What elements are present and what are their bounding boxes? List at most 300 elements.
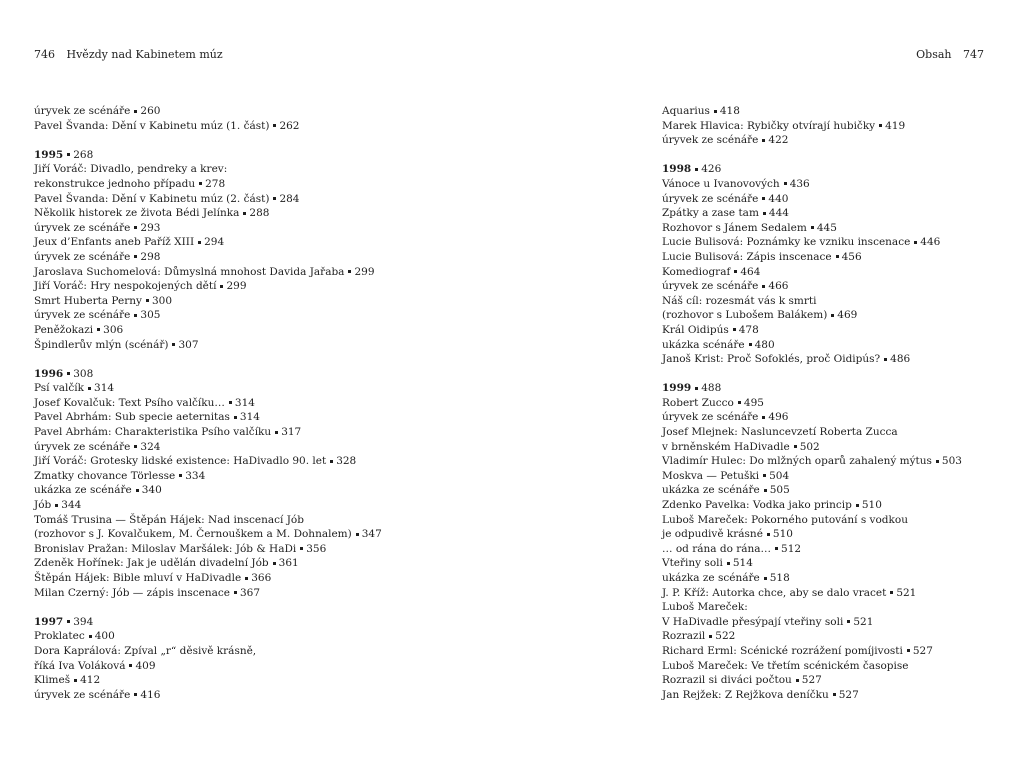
entry-title: Luboš Mareček: Pokorného putování s vodkou	[662, 513, 908, 526]
toc-entry	[34, 177, 394, 192]
bullet-icon	[356, 533, 359, 536]
toc-entry	[662, 527, 1002, 542]
bullet-icon	[198, 241, 201, 244]
bullet-icon	[67, 153, 70, 156]
entry-title: Peněžokazi	[34, 323, 94, 336]
section-gap	[34, 352, 394, 367]
toc-entry	[34, 250, 394, 265]
bullet-icon	[734, 270, 737, 273]
entry-page-number: 445	[816, 221, 837, 234]
toc-entry	[34, 104, 394, 119]
entry-page-number: 293	[140, 221, 161, 234]
bullet-icon	[330, 460, 333, 463]
toc-entry	[662, 294, 1002, 309]
toc-entry	[34, 323, 394, 338]
toc-year-heading	[34, 367, 394, 382]
entry-page-number: 469	[837, 309, 858, 322]
entry-page-number: 334	[185, 469, 206, 482]
entry-page-number: 299	[354, 265, 375, 278]
toc-entry	[34, 119, 394, 134]
bullet-icon	[727, 562, 730, 565]
toc-column-right	[662, 104, 1002, 702]
entry-title: Luboš Mareček: Ve třetím scénickém časopise	[662, 659, 909, 672]
entry-title: Jiří Voráč: Grotesky lidské existence: HaDivadlo 90. let	[34, 455, 327, 468]
toc-entry	[34, 513, 394, 528]
bullet-icon	[134, 226, 137, 229]
entry-title: Josef Mlejnek: Nasluncevzetí Roberta Zucca	[662, 426, 898, 439]
entry-title: úryvek ze scénáře	[34, 688, 131, 701]
bullet-icon	[936, 460, 939, 463]
bullet-icon	[273, 562, 276, 565]
entry-page-number: 464	[740, 265, 761, 278]
entry-page-number: 456	[841, 250, 862, 263]
entry-title: J. P. Kříž: Autorka chce, aby se dalo vracet	[662, 586, 887, 599]
toc-entry	[34, 410, 394, 425]
bullet-icon	[55, 504, 58, 507]
entry-page-number: 366	[251, 572, 272, 584]
entry-page-number: 426	[701, 163, 722, 176]
bullet-icon	[146, 299, 149, 302]
year-label: 1995	[34, 148, 64, 161]
entry-title: úryvek ze scénáře	[662, 411, 759, 424]
toc-entry	[34, 279, 394, 294]
entry-page-number: 510	[861, 499, 882, 512]
bullet-icon	[767, 533, 770, 536]
entry-title: Jan Rejžek: Z Rejžkova deníčku	[662, 688, 829, 701]
entry-page-number: 262	[279, 119, 300, 132]
bullet-icon	[890, 591, 893, 594]
entry-page-number: 466	[768, 280, 789, 293]
entry-title: Vánoce u Ivanovových	[662, 177, 780, 190]
entry-title: úryvek ze scénáře	[662, 280, 759, 293]
toc-entry	[662, 483, 1002, 498]
bullet-icon	[245, 577, 248, 580]
entry-page-number: 518	[769, 572, 790, 584]
toc-entry	[34, 542, 394, 557]
entry-title: Jiří Voráč: Hry nespokojených dětí	[34, 280, 217, 293]
toc-entry	[662, 673, 1002, 688]
toc-entry	[662, 133, 1002, 148]
entry-title: Aquarius	[662, 105, 710, 117]
bullet-icon	[234, 416, 237, 419]
bullet-icon	[134, 110, 137, 113]
toc-entry	[662, 556, 1002, 571]
bullet-icon	[136, 489, 139, 492]
page-number-right: 747	[963, 48, 984, 61]
bullet-icon	[129, 664, 132, 667]
toc-entry	[662, 119, 1002, 134]
section-title: Obsah	[916, 48, 952, 61]
entry-title: ukázka ze scénáře	[34, 484, 132, 497]
entry-page-number: 514	[732, 557, 753, 570]
entry-page-number: 419	[885, 119, 906, 132]
entry-page-number: 300	[151, 294, 172, 307]
entry-page-number: 340	[141, 484, 162, 497]
toc-entry	[34, 162, 394, 177]
toc-entry	[662, 338, 1002, 353]
bullet-icon	[749, 343, 752, 346]
section-gap	[34, 600, 394, 615]
entry-page-number: 522	[715, 630, 736, 643]
entry-title: úryvek ze scénáře	[34, 105, 131, 117]
bullet-icon	[847, 620, 850, 623]
entry-page-number: 527	[912, 644, 933, 657]
entry-title: Josef Kovalčuk: Text Psího valčíku…	[34, 396, 225, 409]
entry-title: úryvek ze scénáře	[34, 250, 131, 263]
toc-entry	[34, 440, 394, 455]
entry-page-number: 284	[279, 192, 300, 205]
entry-title: ukázka ze scénáře	[662, 572, 760, 584]
toc-entry	[34, 338, 394, 353]
bullet-icon	[811, 226, 814, 229]
year-label: 1999	[662, 382, 692, 395]
entry-page-number: 488	[701, 382, 722, 395]
toc-entry	[34, 659, 394, 674]
bullet-icon	[74, 679, 77, 682]
toc-entry	[34, 498, 394, 513]
bullet-icon	[179, 474, 182, 477]
page-number-left: 746	[34, 48, 55, 61]
entry-page-number: 446	[920, 236, 941, 249]
entry-title: Marek Hlavica: Rybičky otvírají hubičky	[662, 119, 876, 132]
entry-page-number: 418	[719, 105, 740, 117]
toc-entry	[662, 571, 1002, 586]
toc-entry	[34, 673, 394, 688]
toc-entry	[34, 454, 394, 469]
entry-page-number: 394	[73, 615, 94, 628]
toc-entry	[34, 629, 394, 644]
bullet-icon	[762, 285, 765, 288]
entry-title: Král Oidipús	[662, 323, 729, 336]
entry-title: Zmatky chovance Törlesse	[34, 469, 176, 482]
section-gap	[662, 148, 1002, 163]
entry-title: … od rána do rána…	[662, 542, 772, 555]
entry-page-number: 314	[234, 396, 255, 409]
toc-entry	[34, 221, 394, 236]
entry-page-number: 307	[178, 338, 199, 351]
toc-entry	[34, 192, 394, 207]
bullet-icon	[695, 387, 698, 390]
bullet-icon	[833, 693, 836, 696]
bullet-icon	[88, 387, 91, 390]
entry-title: Pavel Švanda: Dění v Kabinetu múz (1. část)	[34, 119, 270, 132]
entry-title: Jaroslava Suchomelová: Důmyslná mnohost Davida Jařaba	[34, 265, 345, 278]
entry-title: Zpátky a zase tam	[662, 207, 759, 220]
toc-entry	[662, 600, 1002, 615]
entry-page-number: 400	[94, 630, 115, 643]
toc-entry	[34, 527, 394, 542]
entry-title: Moskva — Petuški	[662, 469, 760, 482]
entry-page-number: 412	[80, 674, 101, 687]
bullet-icon	[273, 124, 276, 127]
bullet-icon	[794, 445, 797, 448]
entry-title: Richard Erml: Scénické rozrážení pomíjivosti	[662, 644, 903, 657]
toc-entry	[34, 644, 394, 659]
entry-page-number: 305	[140, 309, 161, 322]
entry-title: Luboš Mareček:	[662, 601, 748, 614]
bullet-icon	[831, 314, 834, 317]
toc-entry	[662, 265, 1002, 280]
toc-entry	[662, 352, 1002, 367]
section-gap	[34, 133, 394, 148]
bullet-icon	[89, 635, 92, 638]
toc-entry	[662, 615, 1002, 630]
bullet-icon	[762, 197, 765, 200]
entry-page-number: 504	[769, 469, 790, 482]
toc-entry	[662, 308, 1002, 323]
entry-page-number: 480	[754, 338, 775, 351]
entry-title: Náš cíl: rozesmát vás k smrti	[662, 294, 817, 307]
year-label: 1997	[34, 615, 64, 628]
bullet-icon	[275, 431, 278, 434]
toc-entry	[34, 483, 394, 498]
toc-entry	[34, 469, 394, 484]
bullet-icon	[243, 212, 246, 215]
running-head-left	[34, 48, 223, 62]
bullet-icon	[738, 401, 741, 404]
toc-entry	[662, 440, 1002, 455]
toc-year-heading	[662, 381, 1002, 396]
entry-title: Robert Zucco	[662, 396, 734, 409]
year-label: 1998	[662, 163, 692, 176]
bullet-icon	[907, 649, 910, 652]
toc-entry	[662, 250, 1002, 265]
entry-page-number: 314	[94, 382, 115, 395]
entry-title: Rozrazil si diváci počtou	[662, 674, 792, 687]
toc-entry	[34, 425, 394, 440]
entry-page-number: 503	[941, 455, 962, 468]
toc-entry	[662, 454, 1002, 469]
entry-page-number: 512	[781, 542, 802, 555]
toc-year-heading	[34, 615, 394, 630]
entry-title: (rozhovor s J. Kovalčukem, M. Černouškem a M. Dohnalem)	[34, 528, 352, 541]
entry-page-number: 510	[772, 528, 793, 541]
entry-title: ukázka ze scénáře	[662, 484, 760, 497]
bullet-icon	[764, 489, 767, 492]
bullet-icon	[836, 255, 839, 258]
entry-title: Smrt Huberta Perny	[34, 294, 142, 307]
year-label: 1996	[34, 367, 64, 380]
entry-title: Bronislav Pražan: Miloslav Maršálek: Jób & HaDi	[34, 542, 297, 555]
bullet-icon	[234, 591, 237, 594]
entry-title: ukázka scénáře	[662, 338, 745, 351]
entry-title: V HaDivadle přesýpají vteřiny soli	[662, 615, 844, 628]
entry-page-number: 436	[789, 177, 810, 190]
bullet-icon	[229, 401, 232, 404]
entry-title: Zdeněk Hořínek: Jak je udělán divadelní Jób	[34, 557, 269, 570]
bullet-icon	[784, 182, 787, 185]
bullet-icon	[67, 620, 70, 623]
toc-entry	[662, 279, 1002, 294]
entry-page-number: 521	[896, 586, 917, 599]
toc-entry	[662, 498, 1002, 513]
bullet-icon	[67, 372, 70, 375]
entry-title: rekonstrukce jednoho případu	[34, 177, 196, 190]
entry-title: Lucie Bulisová: Zápis inscenace	[662, 250, 832, 263]
toc-entry	[34, 586, 394, 601]
bullet-icon	[856, 504, 859, 507]
entry-page-number: 521	[853, 615, 874, 628]
entry-page-number: 268	[73, 148, 94, 161]
entry-title: úryvek ze scénáře	[662, 192, 759, 205]
entry-title: Rozhovor s Jánem Sedalem	[662, 221, 807, 234]
toc-entry	[34, 294, 394, 309]
bullet-icon	[714, 110, 717, 113]
bullet-icon	[199, 182, 202, 185]
entry-page-number: 478	[738, 323, 759, 336]
entry-title: Klimeš	[34, 674, 71, 687]
entry-title: Lucie Bulisová: Poznámky ke vzniku inscenace	[662, 236, 911, 249]
bullet-icon	[348, 270, 351, 273]
toc-year-heading	[34, 148, 394, 163]
toc-entry	[662, 542, 1002, 557]
entry-title: Pavel Abrhám: Charakteristika Psího valčíku	[34, 426, 272, 439]
entry-title: Pavel Švanda: Dění v Kabinetu múz (2. část)	[34, 192, 270, 205]
entry-page-number: 317	[281, 426, 302, 439]
toc-entry	[34, 396, 394, 411]
toc-entry	[662, 206, 1002, 221]
toc-entry	[34, 265, 394, 280]
entry-title: Janoš Krist: Proč Sofoklés, proč Oidipús?	[662, 353, 881, 366]
bullet-icon	[775, 547, 778, 550]
entry-page-number: 356	[306, 542, 327, 555]
entry-title: Několik historek ze života Bédi Jelínka	[34, 207, 240, 220]
entry-page-number: 288	[249, 207, 270, 220]
bullet-icon	[796, 679, 799, 682]
bullet-icon	[134, 314, 137, 317]
toc-entry	[662, 221, 1002, 236]
entry-page-number: 298	[140, 250, 161, 263]
entry-title: Vteřiny soli	[662, 557, 723, 570]
toc-entry	[662, 323, 1002, 338]
entry-page-number: 294	[204, 236, 225, 249]
entry-title: je odpudivě krásné	[662, 528, 763, 541]
toc-entry	[34, 688, 394, 703]
entry-page-number: 306	[103, 323, 124, 336]
entry-page-number: 299	[226, 280, 247, 293]
entry-page-number: 440	[768, 192, 789, 205]
bullet-icon	[709, 635, 712, 638]
toc-entry	[662, 513, 1002, 528]
bullet-icon	[134, 445, 137, 448]
entry-title: Milan Czerný: Jób — zápis inscenace	[34, 586, 230, 599]
bullet-icon	[763, 212, 766, 215]
toc-entry	[662, 396, 1002, 411]
entry-page-number: 278	[205, 177, 226, 190]
bullet-icon	[763, 474, 766, 477]
toc-entry	[662, 410, 1002, 425]
entry-title: Jiří Voráč: Divadlo, pendreky a krev:	[34, 163, 228, 176]
entry-page-number: 361	[278, 557, 299, 570]
toc-entry	[34, 381, 394, 396]
entry-page-number: 495	[743, 396, 764, 409]
entry-title: Tomáš Trusina — Štěpán Hájek: Nad inscenací Jób	[34, 513, 304, 526]
toc-entry	[34, 235, 394, 250]
toc-entry	[662, 177, 1002, 192]
bullet-icon	[764, 577, 767, 580]
toc-entry	[34, 556, 394, 571]
entry-page-number: 444	[768, 207, 789, 220]
section-gap	[662, 367, 1002, 382]
toc-entry	[662, 235, 1002, 250]
entry-title: úryvek ze scénáře	[662, 134, 759, 147]
bullet-icon	[220, 285, 223, 288]
entry-title: Špindlerův mlýn (scénář)	[34, 338, 169, 351]
entry-title: Štěpán Hájek: Bible mluví v HaDivadle	[34, 572, 242, 584]
entry-page-number: 505	[769, 484, 790, 497]
bullet-icon	[134, 255, 137, 258]
entry-page-number: 527	[801, 674, 822, 687]
bullet-icon	[914, 241, 917, 244]
entry-page-number: 409	[135, 659, 156, 672]
bullet-icon	[134, 693, 137, 696]
toc-entry	[34, 308, 394, 323]
bullet-icon	[97, 328, 100, 331]
bullet-icon	[273, 197, 276, 200]
entry-title: Psí valčík	[34, 382, 85, 395]
toc-year-heading	[662, 162, 1002, 177]
bullet-icon	[879, 124, 882, 127]
entry-title: (rozhovor s Lubošem Balákem)	[662, 309, 828, 322]
entry-title: Dora Kaprálová: Zpíval „r“ děsivě krásně,	[34, 644, 257, 657]
toc-column-left	[34, 104, 394, 702]
bullet-icon	[172, 343, 175, 346]
entry-page-number: 502	[799, 440, 820, 453]
entry-title: úryvek ze scénáře	[34, 221, 131, 234]
entry-page-number: 416	[140, 688, 161, 701]
toc-entry	[662, 192, 1002, 207]
entry-title: Jeux d’Enfants aneb Paříž XIII	[34, 236, 195, 249]
entry-page-number: 314	[239, 411, 260, 424]
bullet-icon	[762, 139, 765, 142]
entry-title: Vladimír Hulec: Do mlžných oparů zahalený mýtus	[662, 455, 932, 468]
toc-entry	[662, 644, 1002, 659]
entry-title: úryvek ze scénáře	[34, 440, 131, 453]
bullet-icon	[300, 547, 303, 550]
entry-title: úryvek ze scénáře	[34, 309, 131, 322]
entry-page-number: 422	[768, 134, 789, 147]
toc-entry	[662, 586, 1002, 601]
entry-page-number: 328	[336, 455, 357, 468]
book-title: Hvězdy nad Kabinetem múz	[66, 48, 223, 61]
entry-page-number: 496	[768, 411, 789, 424]
entry-title: Jób	[34, 499, 52, 512]
bullet-icon	[884, 358, 887, 361]
toc-entry	[662, 688, 1002, 703]
toc-entry	[662, 629, 1002, 644]
toc-entry	[662, 425, 1002, 440]
entry-page-number: 260	[140, 105, 161, 117]
entry-page-number: 367	[239, 586, 260, 599]
running-head-right	[916, 48, 984, 62]
bullet-icon	[733, 328, 736, 331]
entry-title: říká Iva Voláková	[34, 659, 126, 672]
entry-title: Proklatec	[34, 630, 85, 643]
bullet-icon	[762, 416, 765, 419]
entry-page-number: 324	[140, 440, 161, 453]
bullet-icon	[695, 168, 698, 171]
entry-title: Rozrazil	[662, 630, 706, 643]
entry-page-number: 527	[838, 688, 859, 701]
entry-title: v brněnském HaDivadle	[662, 440, 790, 453]
entry-page-number: 347	[361, 528, 382, 541]
entry-title: Pavel Abrhám: Sub specie aeternitas	[34, 411, 230, 424]
toc-entry	[34, 571, 394, 586]
toc-entry	[34, 206, 394, 221]
entry-page-number: 486	[890, 353, 911, 366]
toc-entry	[662, 104, 1002, 119]
toc-entry	[662, 469, 1002, 484]
